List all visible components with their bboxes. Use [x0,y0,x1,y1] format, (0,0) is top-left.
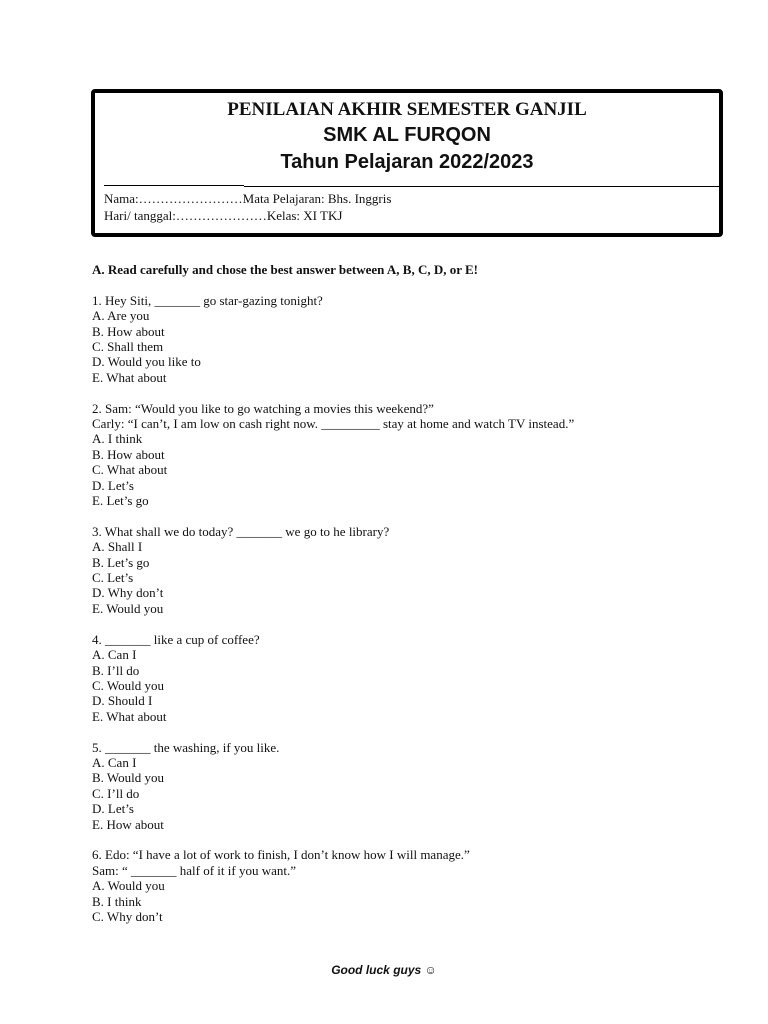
header-divider-short [104,185,244,186]
option-a: A. Would you [92,878,165,894]
question-1 [92,293,732,385]
option-e: E. What about [92,369,167,385]
option-c: C. Let’s [92,570,134,586]
option-c: C. Why don’t [92,908,163,924]
option-a: A. Shall I [92,539,143,555]
option-e: E. Would you [92,600,164,616]
exam-title: PENILAIAN AKHIR SEMESTER GANJIL [227,99,587,120]
option-d: D. Would you like to [92,354,201,370]
section-instruction: A. Read carefully and chose the best answer between A, B, C, D, or E! [92,262,479,277]
question-2 [92,401,732,509]
footer-message: Good luck guys ☺ [331,963,437,977]
option-d: D. Let’s [92,477,134,493]
option-b: B. I think [92,893,142,909]
option-c: C. What about [92,462,168,478]
option-a: A. Can I [92,647,137,663]
option-c: C. I’ll do [92,785,140,801]
date-class-line: Hari/ tanggal:…………………Kelas: XI TKJ [104,208,343,223]
option-b: B. How about [92,323,165,339]
option-d: D. Let’s [92,801,134,817]
option-b: B. How about [92,446,165,462]
option-a: A. I think [92,431,143,447]
exam-header-box [91,89,723,237]
option-b: B. Let’s go [92,554,150,570]
question-5 [92,740,732,832]
option-a: A. Can I [92,754,137,770]
question-6 [92,847,732,924]
question-section [92,262,732,940]
question-text: Carly: “I can’t, I am low on cash right now. _________ stay at home and watch TV instead.” [92,416,575,432]
question-text: 5. _______ the washing, if you like. [92,739,280,755]
question-4 [92,632,732,724]
option-b: B. Would you [92,770,165,786]
school-name: SMK AL FURQON [323,124,491,146]
question-text: 3. What shall we do today? _______ we go to he library? [92,523,390,539]
option-a: A. Are you [92,308,150,324]
option-c: C. Shall them [92,339,164,355]
question-text: 6. Edo: “I have a lot of work to finish, I don’t know how I will manage.” [92,847,470,863]
question-3 [92,524,732,616]
option-d: D. Why don’t [92,585,164,601]
option-b: B. I’ll do [92,662,140,678]
option-e: E. What about [92,708,167,724]
header-divider [244,186,719,187]
question-text: 1. Hey Siti, _______ go star-gazing tonight? [92,292,323,308]
option-e: E. How about [92,816,164,832]
name-subject-line: Nama:……………………Mata Pelajaran: Bhs. Inggris [104,191,392,206]
question-text: 2. Sam: “Would you like to go watching a movies this weekend?” [92,400,434,416]
academic-year: Tahun Pelajaran 2022/2023 [280,151,534,173]
option-d: D. Should I [92,693,153,709]
question-text: 4. _______ like a cup of coffee? [92,631,260,647]
question-text: Sam: “ _______ half of it if you want.” [92,862,296,878]
option-e: E. Let’s go [92,493,149,509]
option-c: C. Would you [92,677,165,693]
